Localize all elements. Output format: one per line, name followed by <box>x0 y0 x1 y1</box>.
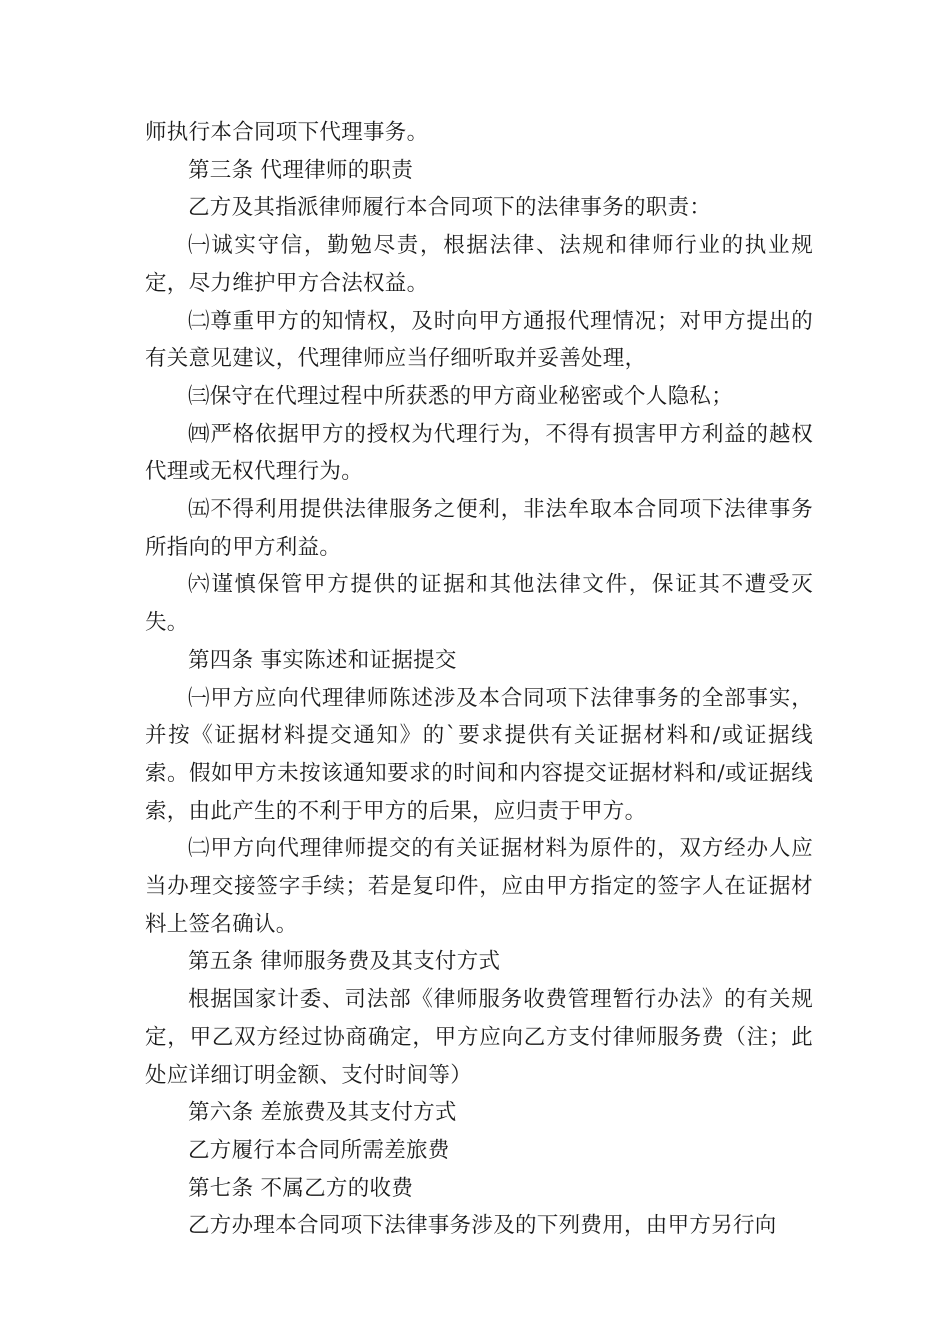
paragraph: ㈠诚实守信，勤勉尽责，根据法律、法规和律师行业的执业规定，尽力维护甲方合法权益。 <box>145 233 813 296</box>
paragraph: ㈠甲方应向代理律师陈述涉及本合同项下法律事务的全部事实，并按《证据材料提交通知》的`要求提供有关证据材料和/或证据线索。假如甲方未按该通知要求的时间和内容提交证据材料和/或证据线索，由此产生的不利于甲方的后果，应归责于甲方。 <box>145 685 813 824</box>
paragraph: ㈣严格依据甲方的授权为代理行为，不得有损害甲方利益的越权代理或无权代理行为。 <box>145 421 813 485</box>
article-heading: 第六条 差旅费及其支付方式 <box>188 1100 457 1126</box>
article-heading: 第五条 律师服务费及其支付方式 <box>188 949 501 975</box>
paragraph: 乙方办理本合同项下法律事务涉及的下列费用，由甲方另行向 <box>188 1213 777 1239</box>
paragraph: 师执行本合同项下代理事务。 <box>145 120 429 145</box>
article-heading: 第三条 代理律师的职责 <box>188 157 414 183</box>
paragraph: ㈥谨慎保管甲方提供的证据和其他法律文件，保证其不遭受灭失。 <box>145 572 813 636</box>
paragraph: ㈤不得利用提供法律服务之便利，非法牟取本合同项下法律事务所指向的甲方利益。 <box>145 497 813 560</box>
document-body <box>145 114 813 1245</box>
article-heading: 第七条 不属乙方的收费 <box>188 1175 414 1201</box>
article-heading: 第四条 事实陈述和证据提交 <box>188 647 457 673</box>
paragraph: 根据国家计委、司法部《律师服务收费管理暂行办法》的有关规定，甲乙双方经过协商确定，甲方应向乙方支付律师服务费（注；此处应详细订明金额、支付时间等） <box>145 987 813 1088</box>
paragraph: ㈡甲方向代理律师提交的有关证据材料为原件的，双方经办人应当办理交接签字手续；若是复印件，应由甲方指定的签字人在证据材料上签名确认。 <box>145 836 813 937</box>
paragraph: ㈢保守在代理过程中所获悉的甲方商业秘密或个人隐私； <box>188 383 734 409</box>
paragraph: 乙方履行本合同所需差旅费 <box>188 1137 450 1163</box>
paragraph: 乙方及其指派律师履行本合同项下的法律事务的职责： <box>188 195 712 221</box>
paragraph: ㈡尊重甲方的知情权，及时向甲方通报代理情况；对甲方提出的有关意见建议，代理律师应当仔细听取并妥善处理， <box>145 308 813 372</box>
